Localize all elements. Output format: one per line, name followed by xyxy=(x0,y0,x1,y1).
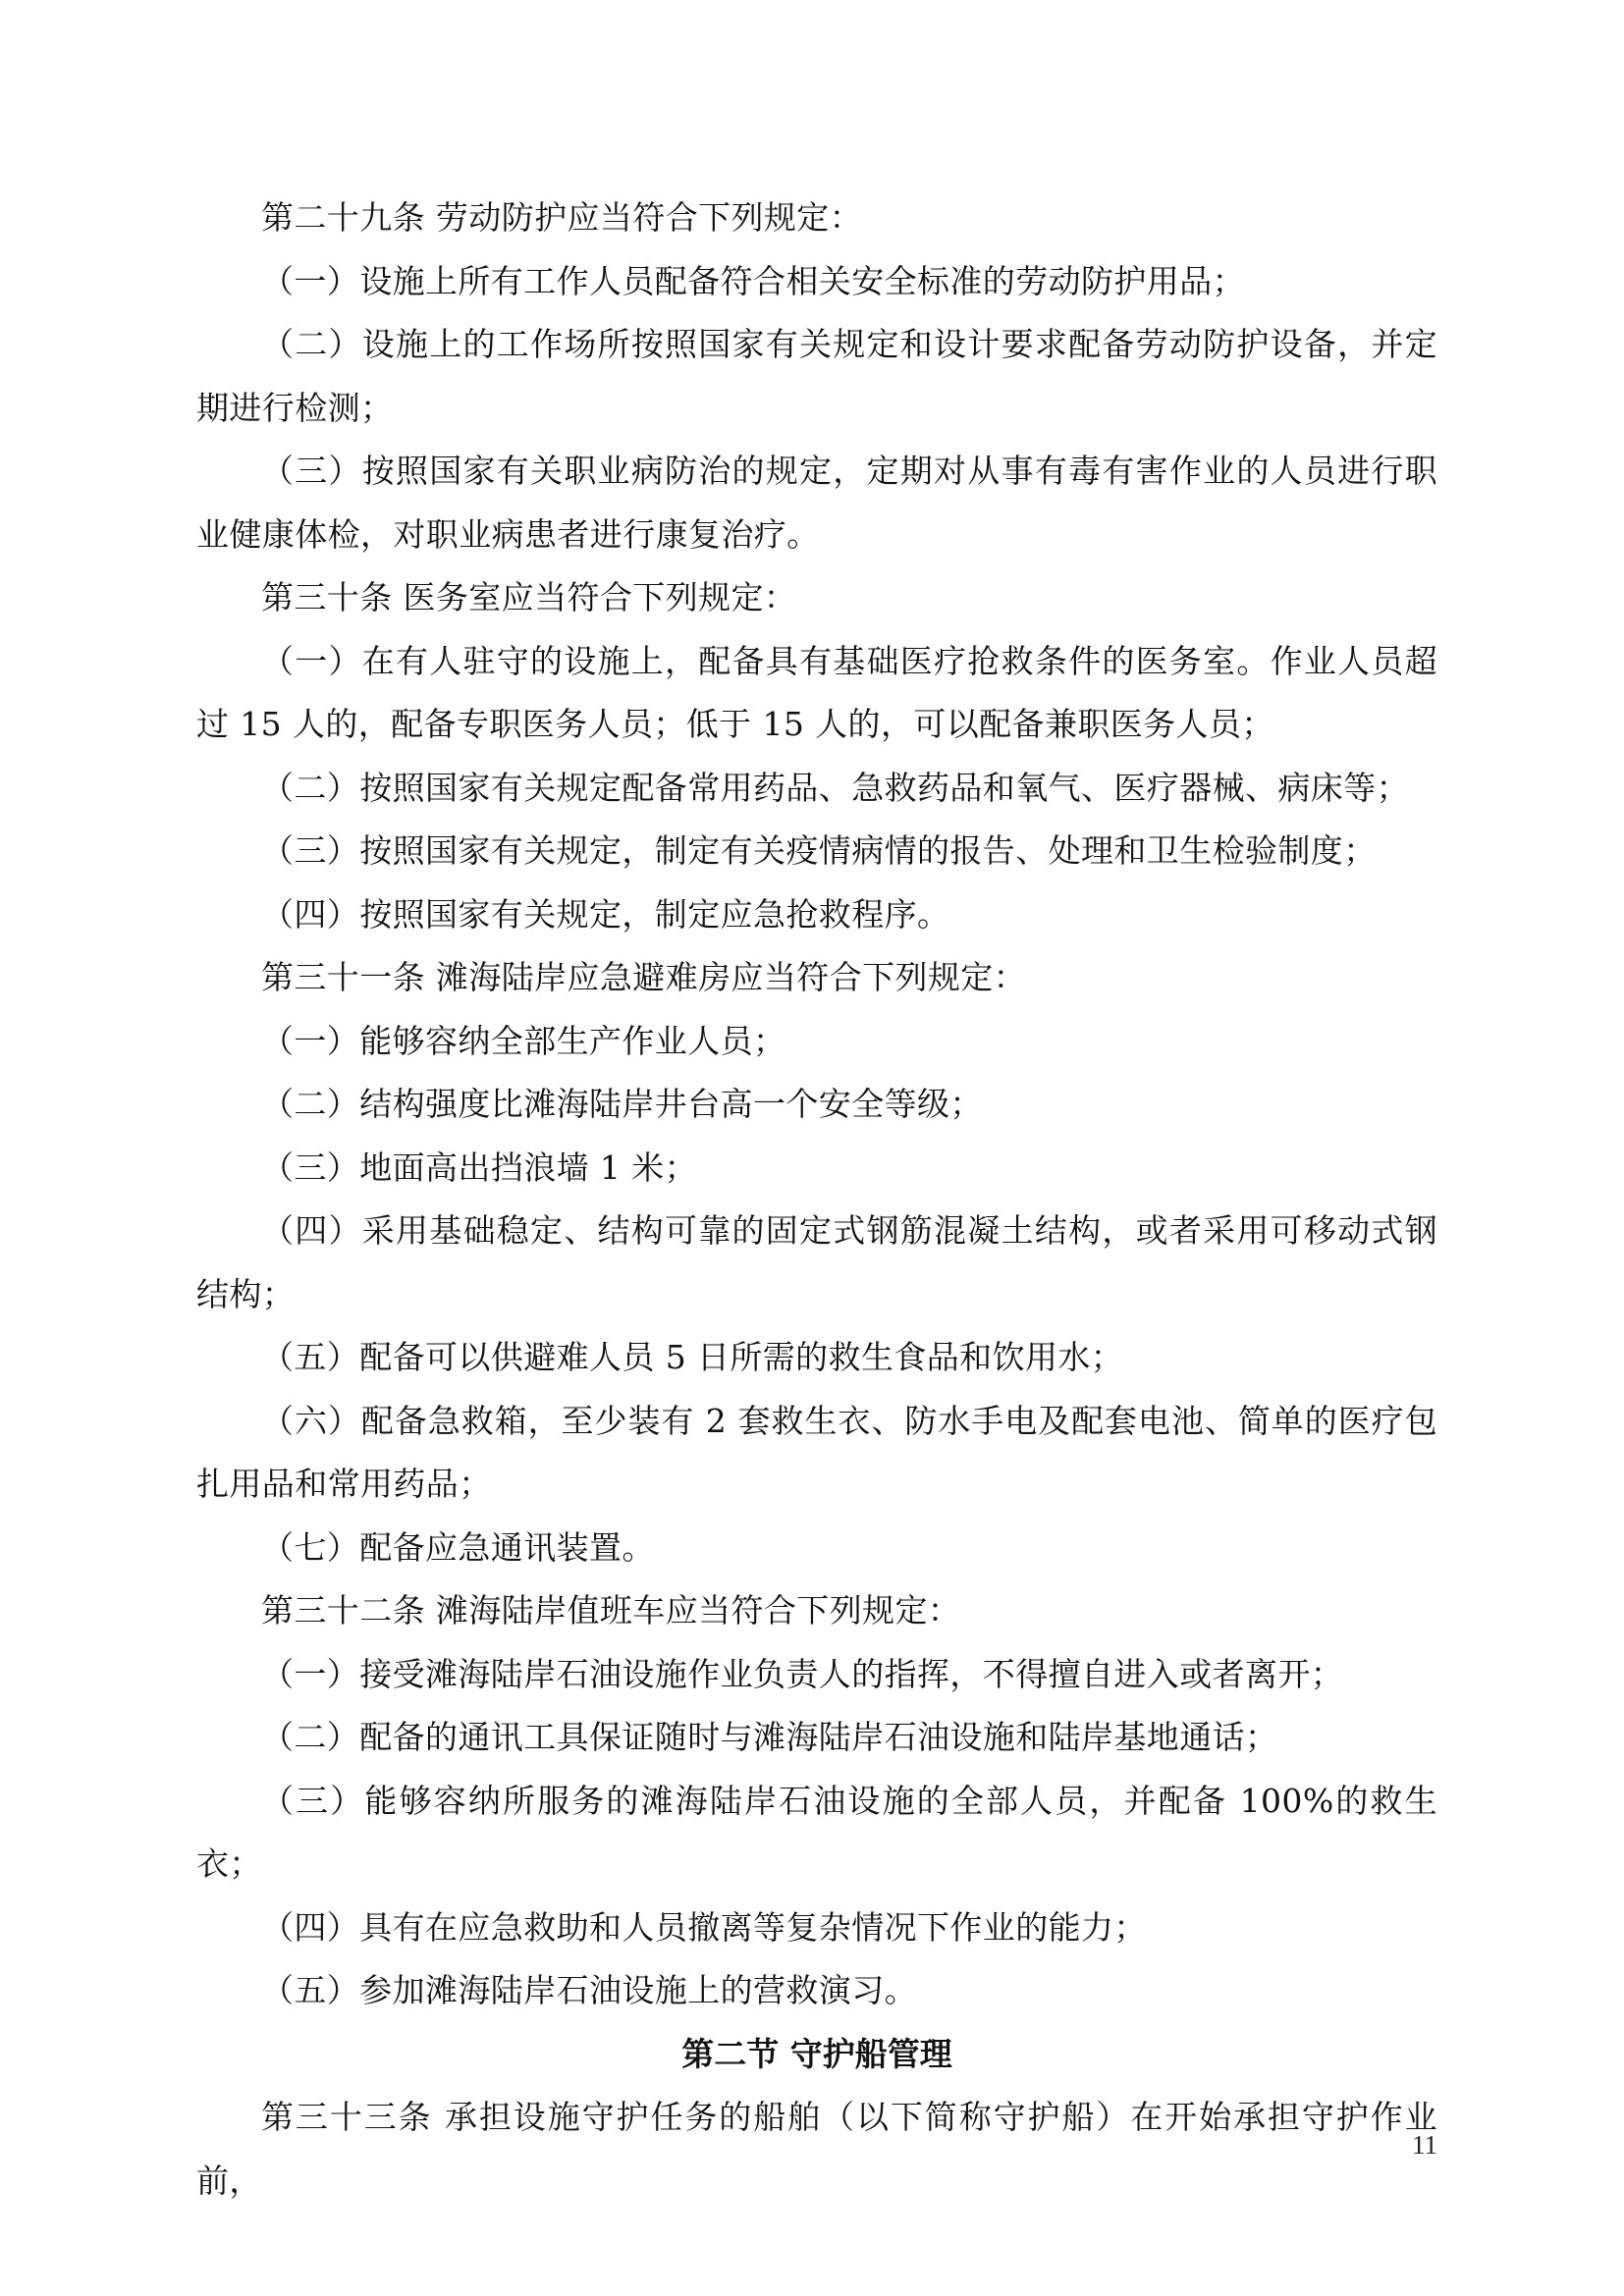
article-31-item-3: （三）地面高出挡浪墙 1 米； xyxy=(261,1148,697,1187)
article-32-item-5: （五）参加滩海陆岸石油设施上的营救演习。 xyxy=(261,1971,917,2009)
article-29: 第二十九条 劳动防护应当符合下列规定： xyxy=(261,198,863,237)
article-30-item-4: （四）按照国家有关规定，制定应急抢救程序。 xyxy=(261,894,950,934)
article-30: 第三十条 医务室应当符合下列规定： xyxy=(261,578,797,616)
article-31-item-4: （四）采用基础稳定、结构可靠的固定式钢筋混凝土结构，或者采用可移动式钢结构； xyxy=(196,1211,1437,1313)
article-33: 第三十三条 承担设施守护任务的船舶（以下简称守护船）在开始承担守护作业前， xyxy=(196,2098,1437,2200)
article-31-item-2: （二）结构强度比滩海陆岸井台高一个安全等级； xyxy=(261,1085,983,1123)
article-31: 第三十一条 滩海陆岸应急避难房应当符合下列规定： xyxy=(261,958,1027,996)
article-29-item-2: （二）设施上的工作场所按照国家有关规定和设计要求配备劳动防护设备，并定期进行检测； xyxy=(196,325,1437,427)
article-31-item-5: （五）配备可以供避难人员 5 日所需的救生食品和饮用水； xyxy=(261,1338,1124,1376)
section-heading: 第二节 守护船管理 xyxy=(681,2034,952,2073)
article-32-item-4: （四）具有在应急救助和人员撤离等复杂情况下作业的能力； xyxy=(261,1907,1147,1947)
article-30-item-2: （二）按照国家有关规定配备常用药品、急救药品和氧气、医疗器械、病床等； xyxy=(261,768,1409,807)
article-32: 第三十二条 滩海陆岸值班车应当符合下列规定： xyxy=(261,1591,961,1629)
article-31-item-1: （一）能够容纳全部生产作业人员； xyxy=(261,1021,786,1060)
article-30-item-3: （三）按照国家有关规定，制定有关疫情病情的报告、处理和卫生检验制度； xyxy=(261,831,1377,870)
article-29-item-3: （三）按照国家有关职业病防治的规定，定期对从事有毒有害作业的人员进行职业健康体检，对职业病患者进行康复治疗。 xyxy=(196,452,1437,554)
article-32-item-1: （一）接受滩海陆岸石油设施作业负责人的指挥，不得擅自进入或者离开； xyxy=(261,1654,1344,1693)
article-32-item-3: （三）能够容纳所服务的滩海陆岸石油设施的全部人员，并配备 100%的救生衣； xyxy=(196,1781,1437,1883)
page-number: 11 xyxy=(1412,2130,1437,2160)
page-body xyxy=(196,187,1437,2213)
article-31-item-6: （六）配备急救箱，至少装有 2 套救生衣、防水手电及配套电池、简单的医疗包扎用品和常用药品； xyxy=(196,1401,1437,1503)
article-32-item-2: （二）配备的通讯工具保证随时与滩海陆岸石油设施和陆岸基地通话； xyxy=(261,1718,1278,1756)
article-29-item-1: （一）设施上所有工作人员配备符合相关安全标准的劳动防护用品； xyxy=(261,261,1245,300)
article-31-item-7: （七）配备应急通讯装置。 xyxy=(261,1527,655,1567)
article-30-item-1: （一）在有人驻守的设施上，配备具有基础医疗抢救条件的医务室。作业人员超过 15 人的，配备专职医务人员；低于 15 人的，可以配备兼职医务人员； xyxy=(196,641,1437,743)
